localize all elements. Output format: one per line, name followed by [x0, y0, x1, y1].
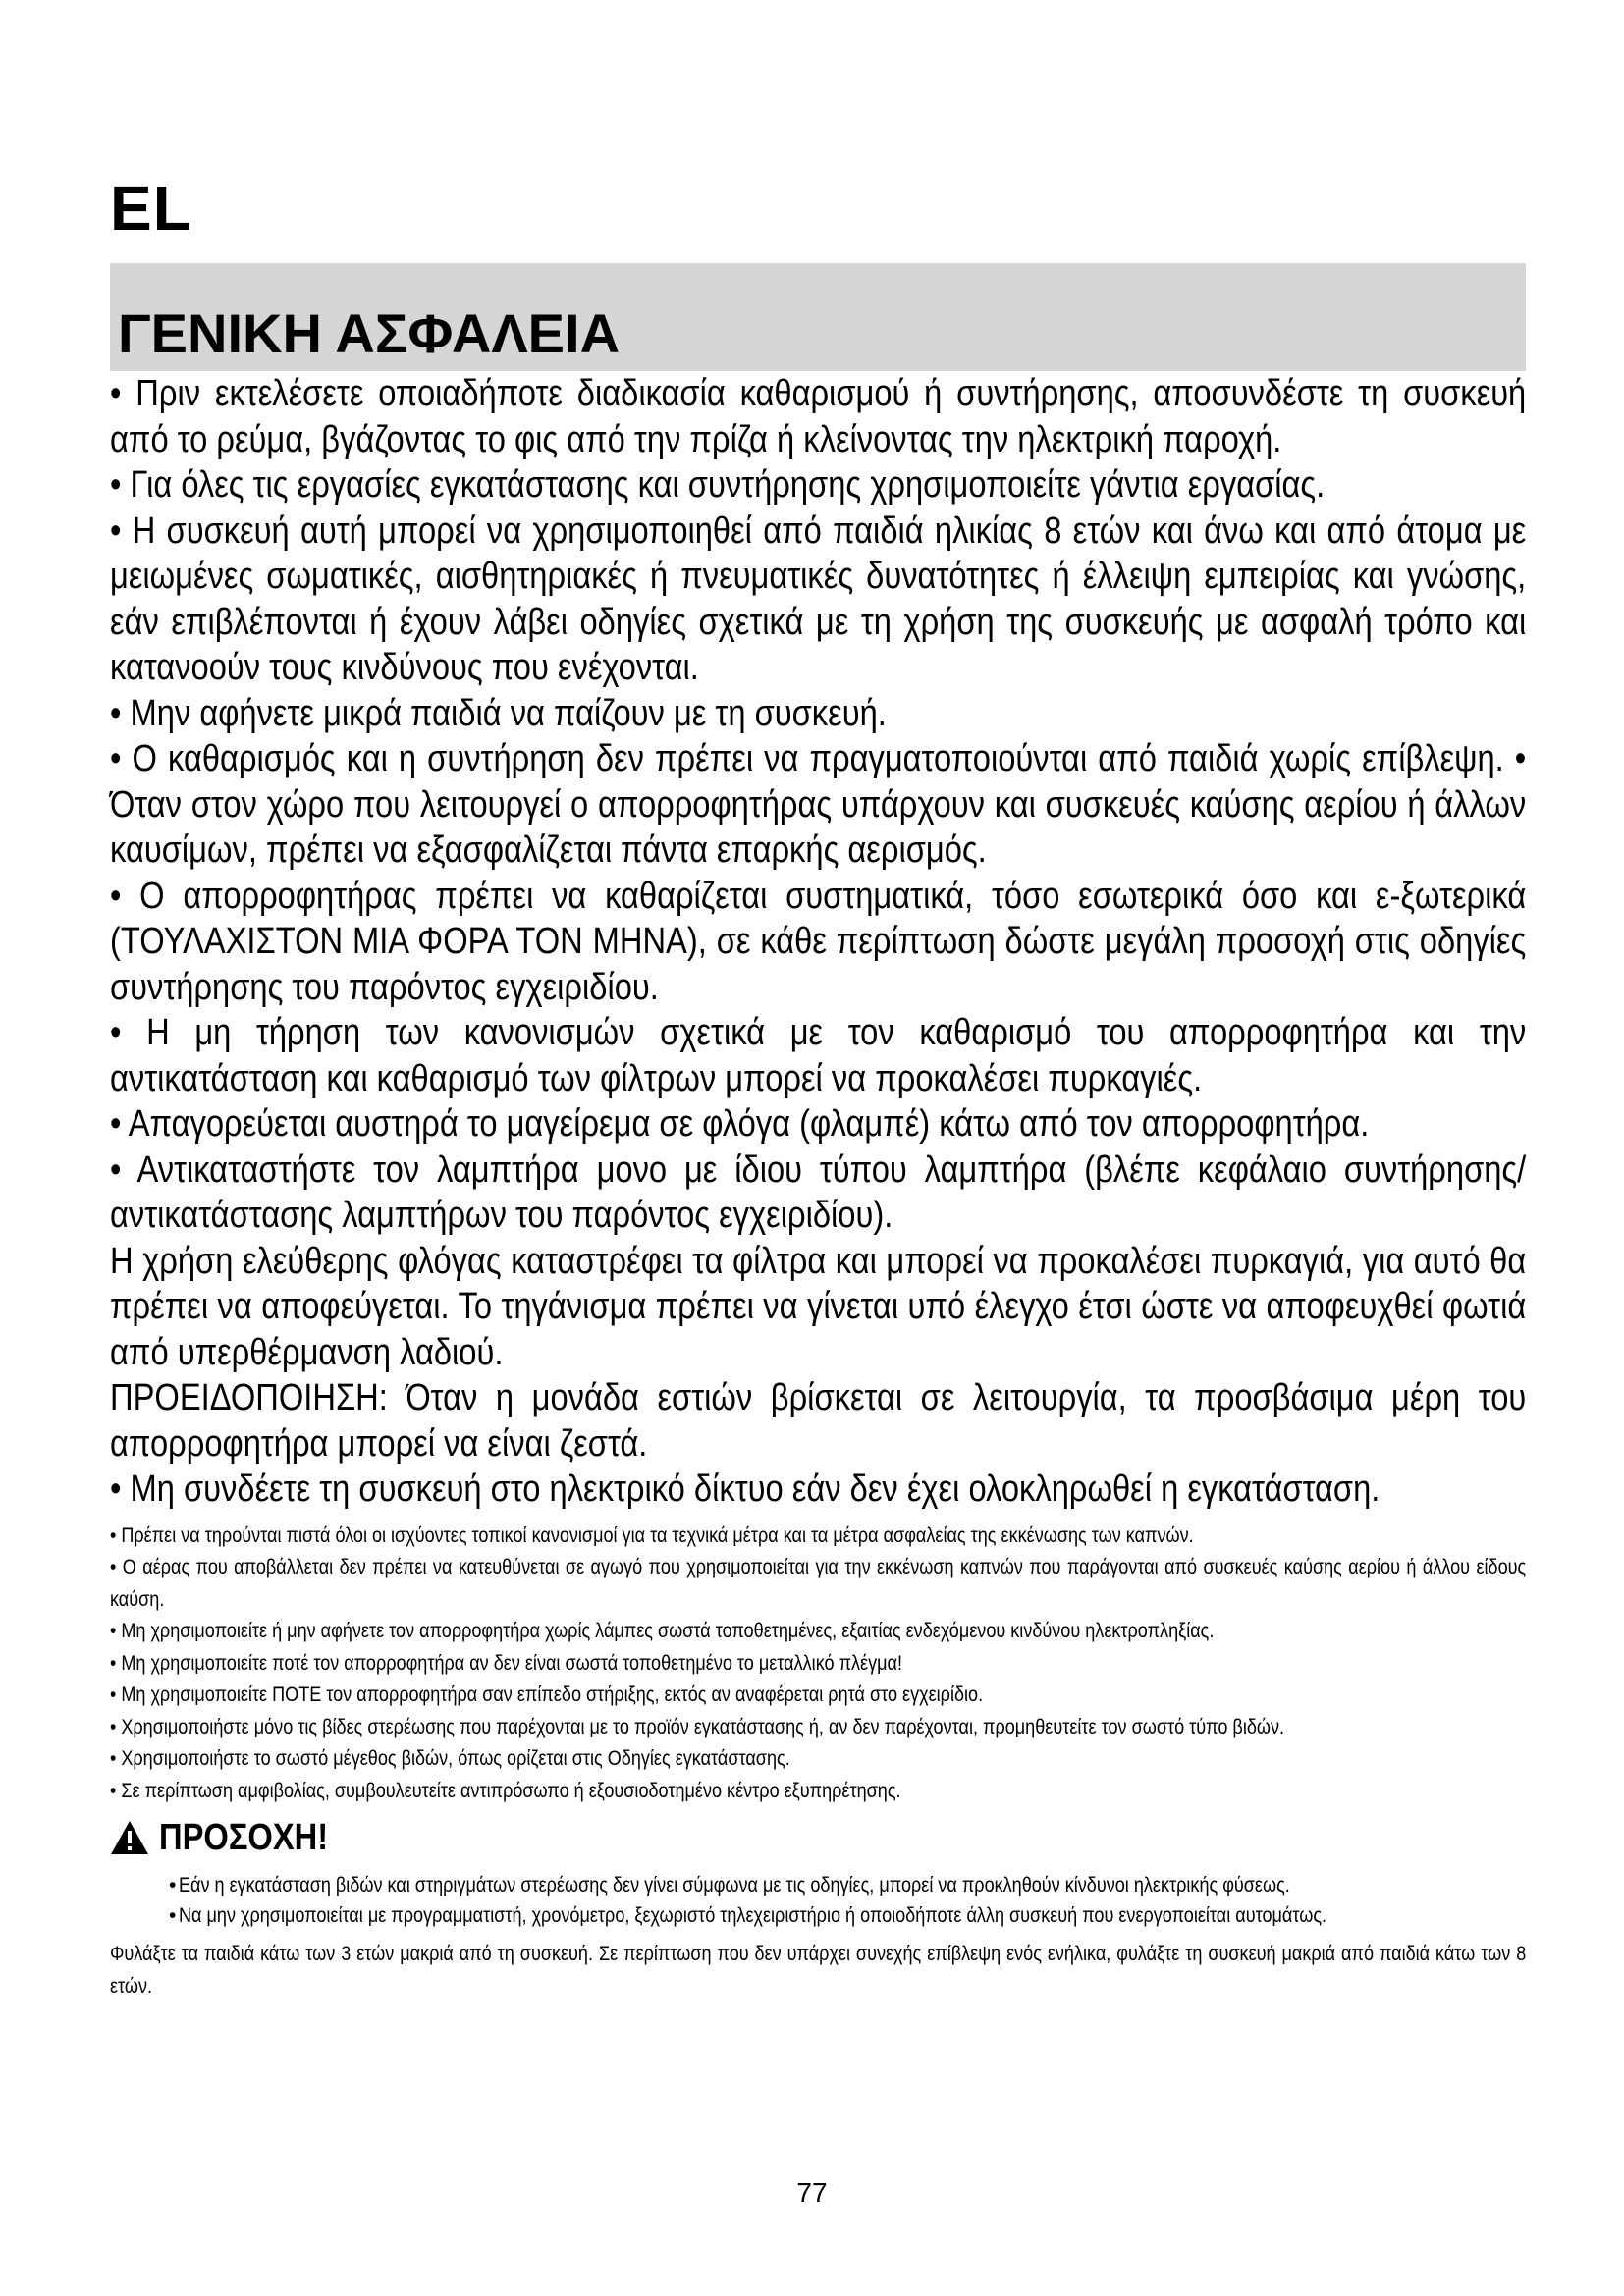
small-paragraph-screw-size: • Χρησιμοποιήστε το σωστό μέγεθος βιδών, όπως ορίζεται στις Οδηγίες εγκατάστασης. [110, 1747, 790, 1770]
paragraph-disconnect: • Πριν εκτελέσετε οποιαδήποτε διαδικασία καθαρισμού ή συντήρησης, αποσυνδέστε τη συσκευή από το ρεύμα, βγάζοντας το φις από την πρίζα ή κλείνοντας την ηλεκτρική παροχή. [110, 373, 1527, 460]
small-paragraph-grease-filter: • Μη χρησιμοποιείτε ποτέ τον απορροφητήρα αν δεν είναι σωστά τοποθετημένο το μεταλλικό πλέγμα! [110, 1651, 903, 1675]
paragraph-gloves: • Για όλες τις εργασίες εγκατάστασης και συντήρησης χρησιμοποιείτε γάντια εργασίας. [110, 464, 1326, 506]
paragraph-cleaning-ventilation: • Ο καθαρισμός και η συντήρηση δεν πρέπει να πραγματοποιούνται από παιδιά χωρίς επίβλεψη. • Όταν στον χώρο που λειτουργεί ο απορροφητήρας υπάρχουν και συσκευές καύσης αερίου ή άλλων καυσίμων, πρέπει να εξασφαλίζεται πάντα επαρκής αερισμός. [110, 738, 1527, 871]
paragraph-regular-cleaning: • Ο απορροφητήρας πρέπει να καθαρίζεται συστηματικά, τόσο εσωτερικά όσο και ε-ξωτερικά (ΤΟΥΛΑΧΙΣΤΟΝ ΜΙΑ ΦΟΡΑ ΤΟΝ ΜΗΝΑ), σε κάθε περίπτωση δώστε μεγάλη προσοχή στις οδηγίες συντήρησης του παρόντος εγχειριδίου. [110, 875, 1527, 1008]
small-safety-text [110, 1521, 1526, 1808]
warning-triangle-icon [110, 1820, 149, 1855]
warning-bullet: • [169, 1874, 177, 1896]
paragraph-open-flame: Η χρήση ελεύθερης φλόγας καταστρέφει τα φίλτρα και μπορεί να προκαλέσει πυρκαγιά, για αυτό θα πρέπει να αποφεύγεται. Το τηγάνισμα πρέπει να γίνεται υπό έλεγχο έτσι ώστε να αποφευχθεί φωτιά από υπερθέρμανση λαδιού. [110, 1240, 1527, 1373]
paragraph-lamp-replacement: • Αντικαταστήστε τον λαμπτήρα μονο με ίδιου τύπου λαμπτήρα (βλέπε κεφάλαιο συντήρησης/αντικατάστασης λαμπτήρων του παρόντος εγχειριδίου). [110, 1148, 1527, 1236]
small-paragraph-exhaust-air: • Ο αέρας που αποβάλλεται δεν πρέπει να κατευθύνεται σε αγωγό που χρησιμοποιείται για την εκκένωση καπνών που παράγονται από συσκευές καύσης αερίου ή άλλου είδους καύση. [110, 1556, 1527, 1611]
warning-title: ΠΡΟΣΟΧΗ! [159, 1817, 329, 1858]
small-paragraph-support-surface: • Μη χρησιμοποιείτε ΠΟΤΕ τον απορροφητήρα σαν επίπεδο στήριξης, εκτός αν αναφέρεται ρητά στο εγχειρίδιο. [110, 1683, 984, 1706]
warning-bullet: • [169, 1904, 177, 1927]
small-paragraph-screws: • Χρησιμοποιήστε μόνο τις βίδες στερέωσης που παρέχονται με το προϊόν εγκατάστασης ή, αν δεν παρέχονται, προμηθευτείτε τον σωστό τύπο βιδών. [110, 1715, 1285, 1738]
small-paragraph-lamps: • Μη χρησιμοποιείτε ή μην αφήνετε τον απορροφητήρα χωρίς λάμπες σωστά τοποθετημένες, εξαιτίας ενδεχόμενου κινδύνου ηλεκτροπληξίας. [110, 1620, 1215, 1642]
warning-item-text: Εάν η εγκατάσταση βιδών και στηριγμάτων στερέωσης δεν γίνει σύμφωνα με τις οδηγίες, μπορεί να προκληθούν κίνδυνοι ηλεκτρικής φύσεως. [179, 1874, 1290, 1896]
warning-item [110, 1900, 1526, 1931]
final-note [110, 1939, 1526, 2002]
paragraph-hot-parts-warning: ΠΡΟΕΙΔΟΠΟΙΗΣΗ: Όταν η μονάδα εστιών βρίσκεται σε λειτουργία, τα προσβάσιμα μέρη του απορροφητήρα μπορεί να είναι ζεστά. [110, 1377, 1527, 1465]
warning-item [110, 1870, 1526, 1900]
warning-heading [110, 1813, 1526, 1862]
section-title: ΓΕΝΙΚΗ ΑΣΦΑΛΕΙΑ [118, 302, 621, 364]
paragraph-fire-risk: • Η μη τήρηση των κανονισμών σχετικά με τον καθαρισμό του απορροφητήρα και την αντικατάσταση και καθαρισμό των φίλτρων μπορεί να προκαλέσει πυρκαγιές. [110, 1012, 1527, 1099]
final-note-text: Φυλάξτε τα παιδιά κάτω των 3 ετών μακριά από τη συσκευή. Σε περίπτωση που δεν υπάρχει συνεχής επίβλεψη ενός ενήλικα, φυλάξτε τη συσκευή μακριά από παιδιά κάτω των 8 ετών. [110, 1943, 1527, 1998]
language-code: EL [110, 173, 192, 243]
small-paragraph-service: • Σε περίπτωση αμφιβολίας, συμβουλευτείτε αντιπρόσωπο ή εξουσιοδοτημένο κέντρο εξυπηρέτησης. [110, 1779, 901, 1802]
page-number: 77 [796, 2177, 828, 2208]
content [110, 371, 1526, 2002]
paragraph-flambe: • Απαγορεύεται αυστηρά το μαγείρεμα σε φλόγα (φλαμπέ) κάτω από τον απορροφητήρα. [110, 1103, 1370, 1145]
small-paragraph-regulations: • Πρέπει να τηρούνται πιστά όλοι οι ισχύοντες τοπικοί κανονισμοί για τα τεχνικά μέτρα και τα μέτρα ασφαλείας της εκκένωσης των καπνών. [110, 1523, 1194, 1547]
warning-list [110, 1870, 1526, 1931]
paragraph-installation-connection: • Μη συνδέετε τη συσκευή στο ηλεκτρικό δίκτυο εάν δεν έχει ολοκληρωθεί η εγκατάσταση. [110, 1468, 1380, 1510]
warning-item-text: Να μην χρησιμοποιείται με προγραμματιστή, χρονόμετρο, ξεχωριστό τηλεχειριστήριο ή οποιοδήποτε άλλη συσκευή που ενεργοποιείται αυτομάτως. [179, 1904, 1327, 1927]
paragraph-children-use: • Η συσκευή αυτή μπορεί να χρησιμοποιηθεί από παιδιά ηλικίας 8 ετών και άνω και από άτομα με μειωμένες σωματικές, αισθητηριακές ή πνευματικές δυνατότητες ή έλλειψη εμπειρίας και γνώσης, εάν επιβλέπονται ή έχουν λάβει οδηγίες σχετικά με τη χρήση της συσκευής με ασφαλή τρόπο και κατανοούν τους κινδύνους που ενέχονται. [110, 509, 1527, 688]
main-safety-text [110, 371, 1526, 1513]
paragraph-children-play: • Μην αφήνετε μικρά παιδιά να παίζουν με τη συσκευή. [110, 692, 887, 734]
section-title-bar [110, 263, 1526, 371]
